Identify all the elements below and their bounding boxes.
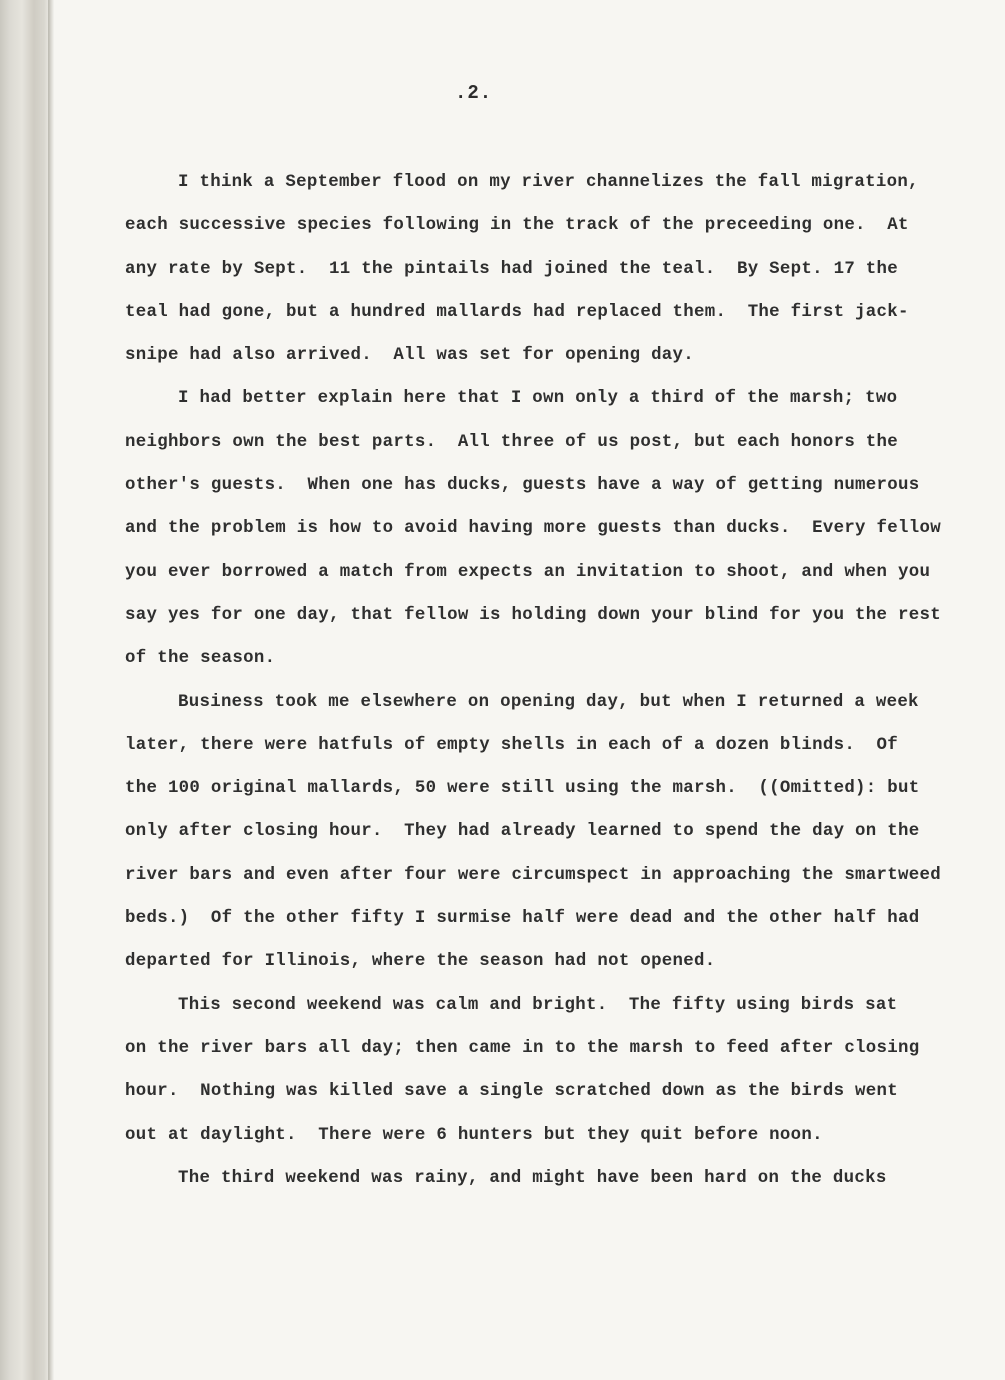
text-line: beds.) Of the other fifty I surmise half were dead and the other half had — [125, 909, 920, 929]
text-line: the 100 original mallards, 50 were still using the marsh. ((Omitted): but — [125, 779, 920, 799]
text-line: neighbors own the best parts. All three of us post, but each honors the — [125, 432, 898, 452]
text-line: on the river bars all day; then came in to the marsh to feed after closing — [125, 1038, 920, 1058]
page-number: .2. — [455, 82, 493, 104]
text-line: of the season. — [125, 649, 276, 669]
text-line: departed for Illinois, where the season had not opened. — [125, 952, 716, 972]
typed-body-text — [125, 161, 945, 1200]
text-line: say yes for one day, that fellow is holding down your blind for you the rest — [125, 605, 941, 625]
text-line: later, there were hatfuls of empty shells in each of a dozen blinds. Of — [125, 735, 898, 755]
text-line: only after closing hour. They had already learned to spend the day on the — [125, 822, 920, 842]
text-line: snipe had also arrived. All was set for opening day. — [125, 346, 695, 366]
text-line: you ever borrowed a match from expects an invitation to shoot, and when you — [125, 562, 931, 582]
text-line: other's guests. When one has ducks, guests have a way of getting numerous — [125, 476, 920, 496]
binding-edge — [0, 0, 50, 1380]
text-line: any rate by Sept. 11 the pintails had joined the teal. By Sept. 17 the — [125, 259, 898, 279]
text-line: teal had gone, but a hundred mallards had replaced them. The first jack- — [125, 302, 909, 322]
text-line: Business took me elsewhere on opening day, but when I returned a week — [178, 692, 919, 712]
text-line: I think a September flood on my river channelizes the fall migration, — [178, 173, 919, 192]
text-line: river bars and even after four were circumspect in approaching the smartweed — [125, 865, 941, 885]
text-line: out at daylight. There were 6 hunters but they quit before noon. — [125, 1125, 823, 1145]
text-line: I had better explain here that I own only a third of the marsh; two — [178, 389, 898, 409]
text-line: and the problem is how to avoid having more guests than ducks. Every fellow — [125, 519, 941, 539]
text-line: This second weekend was calm and bright. The fifty using birds sat — [178, 995, 898, 1015]
text-line: hour. Nothing was killed save a single scratched down as the birds went — [125, 1082, 898, 1102]
text-line: each successive species following in the track of the preceeding one. At — [125, 216, 909, 236]
text-line: The third weekend was rainy, and might have been hard on the ducks — [178, 1168, 887, 1188]
